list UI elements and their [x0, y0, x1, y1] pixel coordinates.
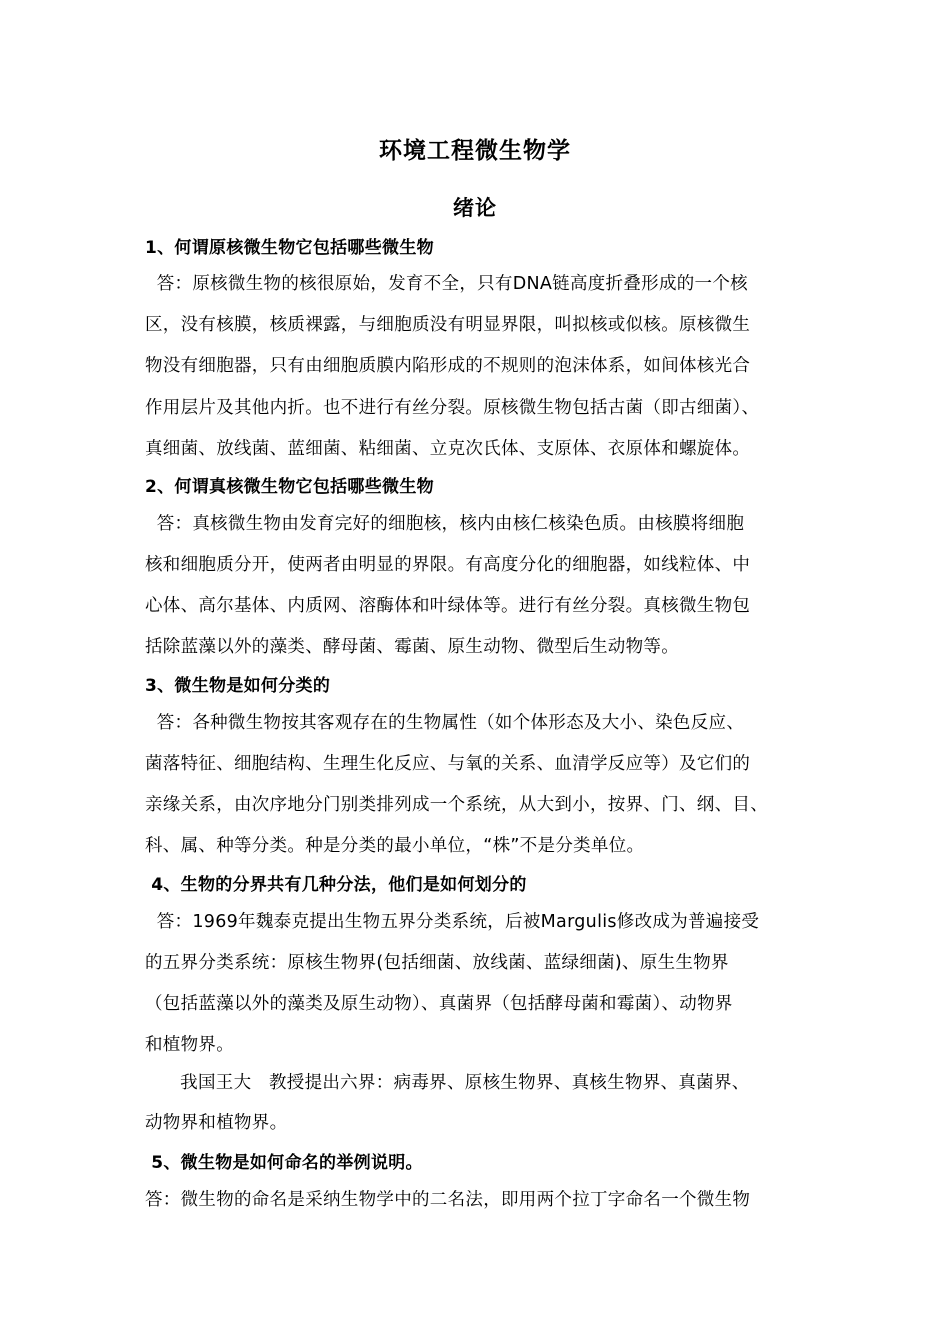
- question-3: 3、微生物是如何分类的: [145, 676, 331, 696]
- answer-line: 动物界和植物界。: [145, 1113, 288, 1133]
- answer-line: 和植物界。: [145, 1035, 234, 1055]
- answer-line: 答：1969年魏泰克提出生物五界分类系统，后被Margulis修改成为普遍接受: [145, 912, 760, 932]
- answer-line: 菌落特征、细胞结构、生理生化反应、与氧的关系、血清学反应等）及它们的: [145, 754, 751, 774]
- question-2: 2、何谓真核微生物它包括哪些微生物: [145, 477, 434, 497]
- answer-line: 真细菌、放线菌、蓝细菌、粘细菌、立克次氏体、支原体、衣原体和螺旋体。: [145, 439, 751, 459]
- answer-line: 答：各种微生物按其客观存在的生物属性（如个体形态及大小、染色反应、: [145, 713, 745, 733]
- answer-line: 心体、高尔基体、内质网、溶酶体和叶绿体等。进行有丝分裂。真核微生物包: [145, 596, 751, 616]
- answer-line: 我国王大 教授提出六界：病毒界、原核生物界、真核生物界、真菌界、: [145, 1073, 750, 1093]
- question-4: 4、生物的分界共有几种分法，他们是如何划分的: [145, 875, 527, 895]
- answer-line: 作用层片及其他内折。也不进行有丝分裂。原核微生物包括古菌（即古细菌）、: [145, 398, 760, 418]
- section-title: 绪论: [453, 196, 497, 220]
- answer-line: 答：微生物的命名是采纳生物学中的二名法，即用两个拉丁字命名一个微生物: [145, 1190, 751, 1210]
- answer-line: 亲缘关系，由次序地分门别类排列成一个系统，从大到小，按界、门、纲、目、: [145, 795, 768, 815]
- answer-line: 答：原核微生物的核很原始，发育不全，只有DNA链高度折叠形成的一个核: [145, 274, 748, 294]
- answer-line: 科、属、种等分类。种是分类的最小单位，“株”不是分类单位。: [145, 836, 645, 856]
- answer-line: 的五界分类系统：原核生物界(包括细菌、放线菌、蓝绿细菌)、原生生物界: [145, 953, 729, 973]
- answer-line: 区，没有核膜，核质裸露，与细胞质没有明显界限，叫拟核或似核。原核微生: [145, 315, 751, 335]
- answer-line: 核和细胞质分开，使两者由明显的界限。有高度分化的细胞器，如线粒体、中: [145, 555, 751, 575]
- answer-line: 括除蓝藻以外的藻类、酵母菌、霉菌、原生动物、微型后生动物等。: [145, 637, 679, 657]
- answer-line: （包括蓝藻以外的藻类及原生动物）、真菌界（包括酵母菌和霉菌）、动物界: [145, 994, 733, 1014]
- answer-line: 答：真核微生物由发育完好的细胞核，核内由核仁核染色质。由核膜将细胞: [145, 514, 745, 534]
- question-1: 1、何谓原核微生物它包括哪些微生物: [145, 238, 434, 258]
- question-5: 5、微生物是如何命名的举例说明。: [145, 1153, 423, 1173]
- document-title: 环境工程微生物学: [379, 138, 571, 164]
- answer-line: 物没有细胞器，只有由细胞质膜内陷形成的不规则的泡沫体系，如间体核光合: [145, 356, 751, 376]
